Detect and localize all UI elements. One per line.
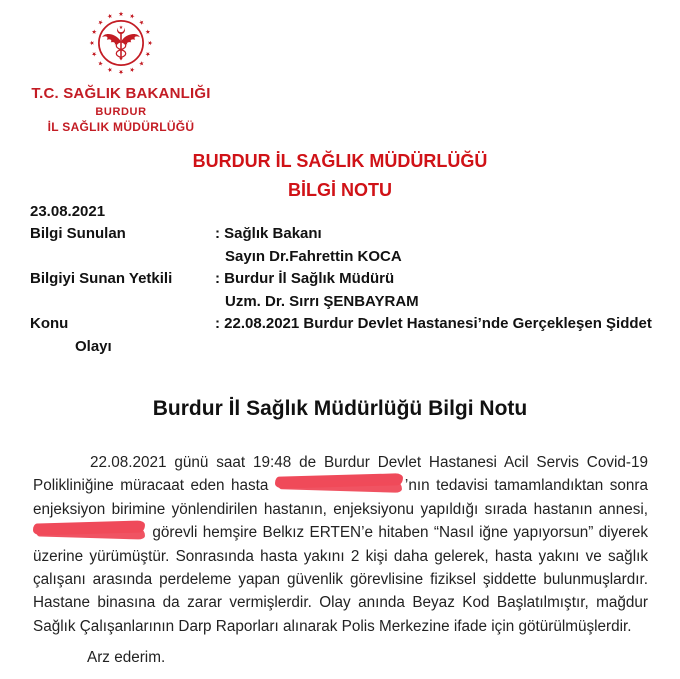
closing-line: Arz ederim. (87, 649, 166, 666)
meta-value: Sayın Dr.Fahrettin KOCA (225, 247, 402, 265)
meta-label: Bilgi Sunulan (30, 225, 126, 242)
meta-label: Olayı (75, 337, 112, 355)
meta-label: Konu (30, 315, 69, 333)
document-title-line1: BURDUR İL SAĞLIK MÜDÜRLÜĞÜ (192, 151, 488, 171)
document-date: 23.08.2021 (30, 203, 106, 220)
memo-heading: Burdur İl Sağlık Müdürlüğü Bilgi Notu (152, 397, 528, 420)
health-ministry-emblem-icon (88, 10, 154, 76)
meta-row (30, 313, 660, 336)
incident-paragraph: 22.08.2021 günü saat 19:48 de Burdur Devlet Hastanesi Acil Servis Covid-19 Polikliniğine müracaat eden hasta ’nın tedavisi tamamlandıktan sonra enjeksiyon birimine yönlendirilen hastanın, enjeksiyonu yapıldığı sırada hastanın annesi, görevli hemşire Belkız ERTEN’e hitaben “Nasıl iğne yapıyorsun” diyerek üzerine yürümüştür. Sonrasında hasta yakını 2 kişi daha gelerek, hasta yakını ve sağlık çalışanı arasında perdeleme yapan güvenlik görevlisine fiziksel şiddette bulunmuşlardır. Hastane binasına da zarar vermişlerdir. Olay anında Beyaz Kod Başlatılmıştır, mağdur Sağlık Çalışanlarının Darp Raporları alınarak Polis Merkezine ifade için götürülmüşlerdir. (33, 454, 648, 635)
org-name-line3: İL SAĞLIK MÜDÜRLÜĞÜ (47, 120, 195, 134)
meta-row (30, 246, 660, 269)
org-name-line2: BURDUR (95, 106, 147, 118)
meta-row (30, 336, 660, 359)
document-title (0, 147, 680, 205)
meta-value: : Sağlık Bakanı (215, 225, 322, 242)
metadata-block (30, 200, 660, 359)
redaction-scribble (276, 479, 404, 491)
redaction-scribble (34, 526, 146, 538)
meta-row (30, 223, 660, 246)
meta-label: Bilgiyi Sunan Yetkili (30, 270, 173, 288)
meta-row (30, 268, 660, 291)
ministry-header (0, 10, 242, 134)
org-name-line1: T.C. SAĞLIK BAKANLIĞI (31, 85, 211, 102)
meta-label (30, 246, 215, 269)
meta-label (30, 291, 215, 314)
meta-value: : Burdur İl Sağlık Müdürü (215, 270, 395, 288)
meta-value (215, 336, 660, 359)
meta-value: : 22.08.2021 Burdur Devlet Hastanesi’nde Gerçekleşen Şiddet (215, 315, 652, 333)
meta-value: Uzm. Dr. Sırrı ŞENBAYRAM (225, 292, 419, 310)
meta-row (30, 291, 660, 314)
document-title-line2: BİLGİ NOTU (288, 180, 392, 200)
